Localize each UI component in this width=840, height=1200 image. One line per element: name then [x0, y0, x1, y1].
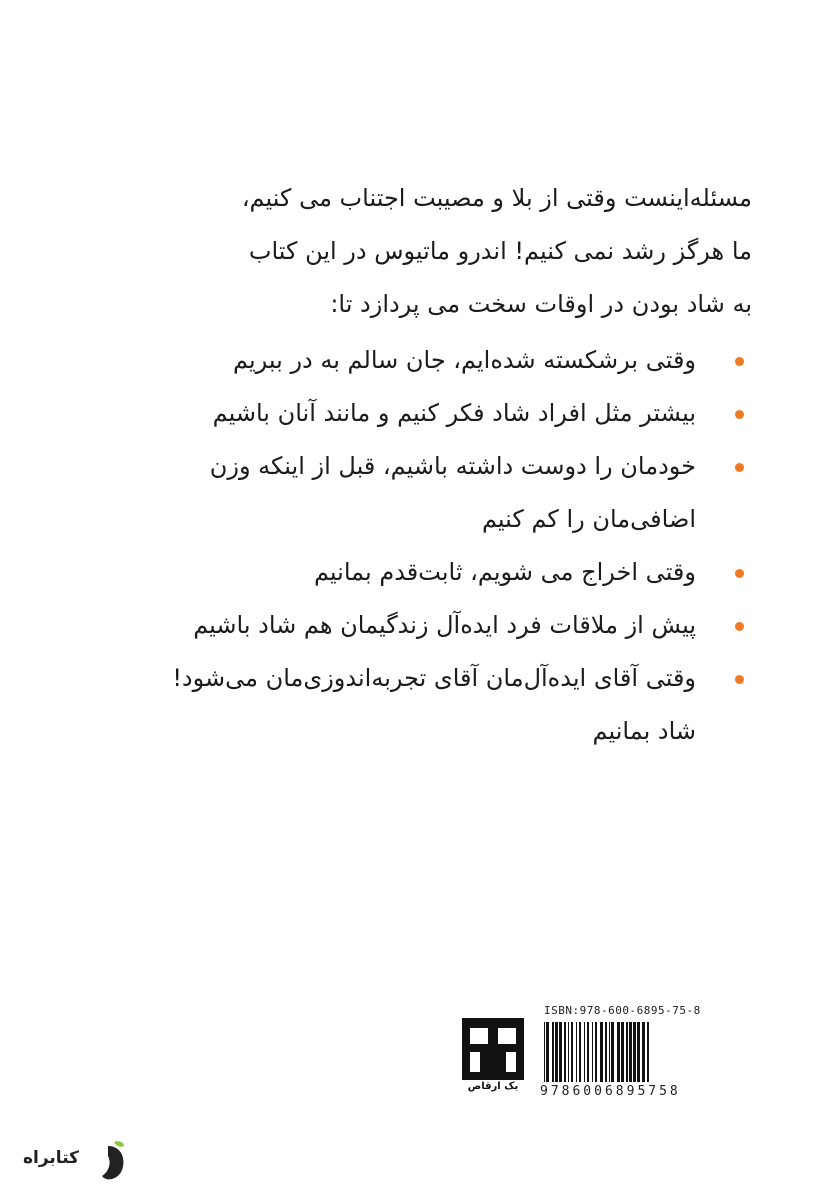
list-item-text: وقتی آقای ایده‌آل‌مان آقای تجربه‌اندوزی‌مان می‌شود! شاد بمانیم: [172, 664, 696, 745]
barcode-bar: [609, 1022, 610, 1082]
list-item: [152, 546, 752, 599]
list-item: [152, 652, 752, 758]
barcode-bar: [617, 1022, 620, 1082]
bullet-dot-icon: [735, 357, 744, 366]
barcode-bar: [584, 1022, 585, 1082]
barcode-bar: [600, 1022, 603, 1082]
list-item-text: خودمان را دوست داشته باشیم، قبل از اینکه وزن اضافی‌مان را کم کنیم: [209, 452, 696, 533]
barcode-bar: [621, 1022, 624, 1082]
barcode-bar: [592, 1022, 593, 1082]
blurb-paragraph: [152, 172, 752, 331]
barcode-bar: [642, 1022, 645, 1082]
barcode-bar: [568, 1022, 569, 1082]
barcode-bar: [546, 1022, 549, 1082]
barcode-bar: [564, 1022, 566, 1082]
barcode-bar: [611, 1022, 614, 1082]
bullet-list: [152, 334, 752, 758]
barcode-bar: [595, 1022, 597, 1082]
publisher-name: یک ارقاص: [467, 1081, 519, 1092]
list-item-text: بیشتر مثل افراد شاد فکر کنیم و مانند آنان باشیم: [212, 399, 696, 427]
barcode-bar: [626, 1022, 628, 1082]
barcode-bar: [605, 1022, 607, 1082]
barcode-bar: [544, 1022, 545, 1082]
barcode-digits: 9786006895758: [540, 1084, 681, 1099]
list-item: [152, 387, 752, 440]
ketabrah-watermark-text: کتابراه: [22, 1148, 80, 1168]
barcode-bar: [576, 1022, 577, 1082]
barcode-bar: [552, 1022, 554, 1082]
barcode-bar: [559, 1022, 562, 1082]
bullet-dot-icon: [735, 675, 744, 684]
barcode-bar: [571, 1022, 573, 1082]
barcode-bar: [555, 1022, 558, 1082]
barcode-bar: [587, 1022, 589, 1082]
bullet-dot-icon: [735, 569, 744, 578]
isbn-label: ISBN:978-600-6895-75-8: [544, 1004, 701, 1017]
bullet-dot-icon: [735, 463, 744, 472]
blurb-line-3: به شاد بودن در اوقات سخت می پردازد تا:: [330, 290, 752, 318]
blurb-line-1: مسئله‌اینست وقتی از بلا و مصیبت اجتناب می کنیم،: [241, 184, 752, 212]
barcode-bar: [647, 1022, 649, 1082]
barcode-bar: [629, 1022, 632, 1082]
list-item-text: وقتی اخراج می شویم، ثابت‌قدم بمانیم: [313, 558, 696, 586]
list-item: [152, 440, 752, 546]
list-item-text: وقتی برشکسته شده‌ایم، جان سالم به در ببریم: [233, 346, 696, 374]
barcode-bar: [633, 1022, 636, 1082]
bullet-dot-icon: [735, 622, 744, 631]
barcode-bar: [579, 1022, 581, 1082]
list-item: [152, 334, 752, 387]
barcode-bar: [637, 1022, 640, 1082]
bullet-dot-icon: [735, 410, 744, 419]
blurb-line-2: ما هرگز رشد نمی کنیم! اندرو ماتیوس در این کتاب: [248, 237, 752, 265]
list-item: [152, 599, 752, 652]
list-item-text: پیش از ملاقات فرد ایده‌آل زندگیمان هم شاد باشیم: [193, 611, 696, 639]
